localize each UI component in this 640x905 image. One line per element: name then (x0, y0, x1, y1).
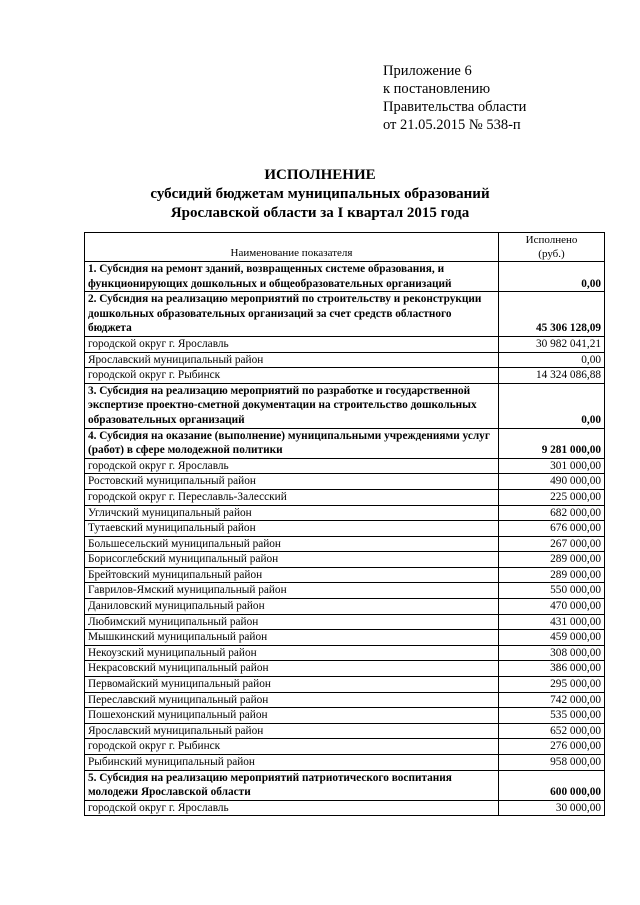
header-name-label: Наименование показателя (230, 247, 353, 260)
row-value-cell: 600 000,00 (499, 770, 605, 800)
row-name-cell: Даниловский муниципальный район (85, 599, 499, 615)
table-row (85, 692, 605, 708)
table-row (85, 614, 605, 630)
row-value-cell: 431 000,00 (499, 614, 605, 630)
row-value-cell: 535 000,00 (499, 708, 605, 724)
title-line-3: Ярославской области за I квартал 2015 года (170, 205, 470, 221)
header-name-cell (85, 233, 499, 262)
section-row (85, 292, 605, 337)
title-line-1: ИСПОЛНЕНИЕ (264, 167, 376, 183)
table-header-row (85, 233, 605, 262)
row-name-cell: городской округ г. Ярославль (85, 336, 499, 352)
section-row (85, 428, 605, 458)
table-row (85, 630, 605, 646)
row-value-cell: 0,00 (499, 262, 605, 292)
table-row (85, 352, 605, 368)
row-value-cell: 9 281 000,00 (499, 428, 605, 458)
table-row (85, 489, 605, 505)
table-row (85, 755, 605, 771)
section-row (85, 770, 605, 800)
row-name-cell: Пошехонский муниципальный район (85, 708, 499, 724)
row-value-cell: 30 982 041,21 (499, 336, 605, 352)
annex-line-3: Правительства области (383, 99, 527, 115)
table-row (85, 739, 605, 755)
table-row (85, 521, 605, 537)
row-name-cell: городской округ г. Переславль-Залесский (85, 489, 499, 505)
table-row (85, 458, 605, 474)
row-name-cell: Угличский муниципальный район (85, 505, 499, 521)
table-row (85, 474, 605, 490)
row-value-cell: 459 000,00 (499, 630, 605, 646)
row-name-cell: Большесельский муниципальный район (85, 536, 499, 552)
table-row (85, 723, 605, 739)
document-title (0, 166, 640, 223)
row-name-cell: Ростовский муниципальный район (85, 474, 499, 490)
header-value-label-1: Исполнено (525, 234, 578, 246)
annex-line-1: Приложение 6 (383, 63, 472, 79)
subsidy-table (84, 232, 605, 816)
row-value-cell: 386 000,00 (499, 661, 605, 677)
table-row (85, 567, 605, 583)
table-row (85, 645, 605, 661)
row-name-cell: Некоузский муниципальный район (85, 645, 499, 661)
row-value-cell: 682 000,00 (499, 505, 605, 521)
row-value-cell: 45 306 128,09 (499, 292, 605, 337)
row-name-cell: Любимский муниципальный район (85, 614, 499, 630)
row-value-cell: 225 000,00 (499, 489, 605, 505)
annex-block (383, 62, 526, 134)
table-row (85, 599, 605, 615)
row-name-cell: Тутаевский муниципальный район (85, 521, 499, 537)
row-value-cell: 0,00 (499, 383, 605, 428)
header-value-label-2: (руб.) (538, 248, 565, 260)
row-value-cell: 652 000,00 (499, 723, 605, 739)
row-name-cell: Брейтовский муниципальный район (85, 567, 499, 583)
header-value-cell (499, 233, 605, 262)
row-value-cell: 301 000,00 (499, 458, 605, 474)
table-body (85, 262, 605, 816)
table-row (85, 708, 605, 724)
row-name-cell: городской округ г. Рыбинск (85, 739, 499, 755)
row-value-cell: 490 000,00 (499, 474, 605, 490)
row-value-cell: 295 000,00 (499, 677, 605, 693)
row-name-cell: городской округ г. Ярославль (85, 458, 499, 474)
row-value-cell: 267 000,00 (499, 536, 605, 552)
row-name-cell: городской округ г. Рыбинск (85, 368, 499, 384)
section-row (85, 383, 605, 428)
row-name-cell: Переславский муниципальный район (85, 692, 499, 708)
row-name-cell: Некрасовский муниципальный район (85, 661, 499, 677)
row-name-cell: 2. Субсидия на реализацию мероприятий по строительству и реконструкции дошкольных образовательных организаций за счет средств областного бюджета (85, 292, 499, 337)
table-row (85, 800, 605, 816)
row-name-cell: 1. Субсидия на ремонт зданий, возвращенных системе образования, и функционирующих дошкольных и общеобразовательных организаций (85, 262, 499, 292)
row-name-cell: Рыбинский муниципальный район (85, 755, 499, 771)
row-value-cell: 14 324 086,88 (499, 368, 605, 384)
row-value-cell: 276 000,00 (499, 739, 605, 755)
row-name-cell: 4. Субсидия на оказание (выполнение) муниципальными учреждениями услуг (работ) в сфере молодежной политики (85, 428, 499, 458)
row-name-cell: городской округ г. Ярославль (85, 800, 499, 816)
annex-line-2: к постановлению (383, 81, 491, 97)
row-value-cell: 308 000,00 (499, 645, 605, 661)
table-row (85, 536, 605, 552)
table-row (85, 505, 605, 521)
row-name-cell: Гаврилов-Ямский муниципальный район (85, 583, 499, 599)
row-value-cell: 30 000,00 (499, 800, 605, 816)
table-row (85, 552, 605, 568)
row-name-cell: 3. Субсидия на реализацию мероприятий по разработке и государственной экспертизе проектно-сметной документации на строительство дошкольных образовательных организаций (85, 383, 499, 428)
row-value-cell: 289 000,00 (499, 552, 605, 568)
table-row (85, 677, 605, 693)
row-value-cell: 289 000,00 (499, 567, 605, 583)
table-row (85, 336, 605, 352)
table-row (85, 583, 605, 599)
section-row (85, 262, 605, 292)
row-name-cell: Мышкинский муниципальный район (85, 630, 499, 646)
row-name-cell: 5. Субсидия на реализацию мероприятий патриотического воспитания молодежи Ярославской области (85, 770, 499, 800)
title-line-2: субсидий бюджетам муниципальных образований (150, 186, 490, 202)
row-value-cell: 470 000,00 (499, 599, 605, 615)
row-value-cell: 676 000,00 (499, 521, 605, 537)
row-value-cell: 550 000,00 (499, 583, 605, 599)
table-row (85, 661, 605, 677)
row-value-cell: 742 000,00 (499, 692, 605, 708)
row-name-cell: Борисоглебский муниципальный район (85, 552, 499, 568)
row-value-cell: 958 000,00 (499, 755, 605, 771)
row-name-cell: Ярославский муниципальный район (85, 723, 499, 739)
row-name-cell: Ярославский муниципальный район (85, 352, 499, 368)
annex-line-4: от 21.05.2015 № 538-п (383, 117, 521, 133)
row-value-cell: 0,00 (499, 352, 605, 368)
row-name-cell: Первомайский муниципальный район (85, 677, 499, 693)
table-row (85, 368, 605, 384)
